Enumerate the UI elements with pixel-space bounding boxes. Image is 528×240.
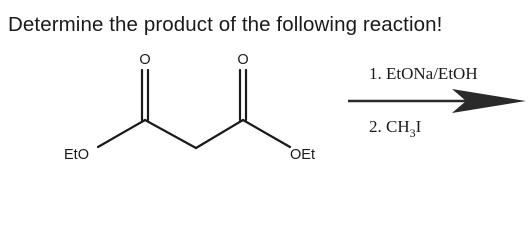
- question-text: Determine the product of the following reaction!: [8, 13, 443, 36]
- oxygen-label-right: O: [237, 52, 249, 68]
- ethoxy-label-right: OEt: [290, 147, 315, 163]
- bond-ethoxy-right: [243, 120, 290, 147]
- reagent-step-1: 1. EtONa/EtOH: [369, 64, 478, 83]
- bond-ethoxy-left: [98, 120, 145, 147]
- bond-c1-ch2: [145, 120, 196, 148]
- reagent-step-2: [369, 117, 422, 140]
- reagent-step-2-subscript: 3: [409, 126, 416, 140]
- reagent-step-2-prefix: 2. CH: [369, 117, 410, 136]
- diethyl-malonate-structure: [98, 70, 290, 148]
- bond-ch2-c3: [196, 120, 243, 148]
- reagent-step-2-suffix: I: [415, 117, 422, 136]
- reaction-arrow: [348, 89, 526, 113]
- ethoxy-label-left: EtO: [64, 147, 89, 163]
- oxygen-label-left: O: [139, 52, 151, 68]
